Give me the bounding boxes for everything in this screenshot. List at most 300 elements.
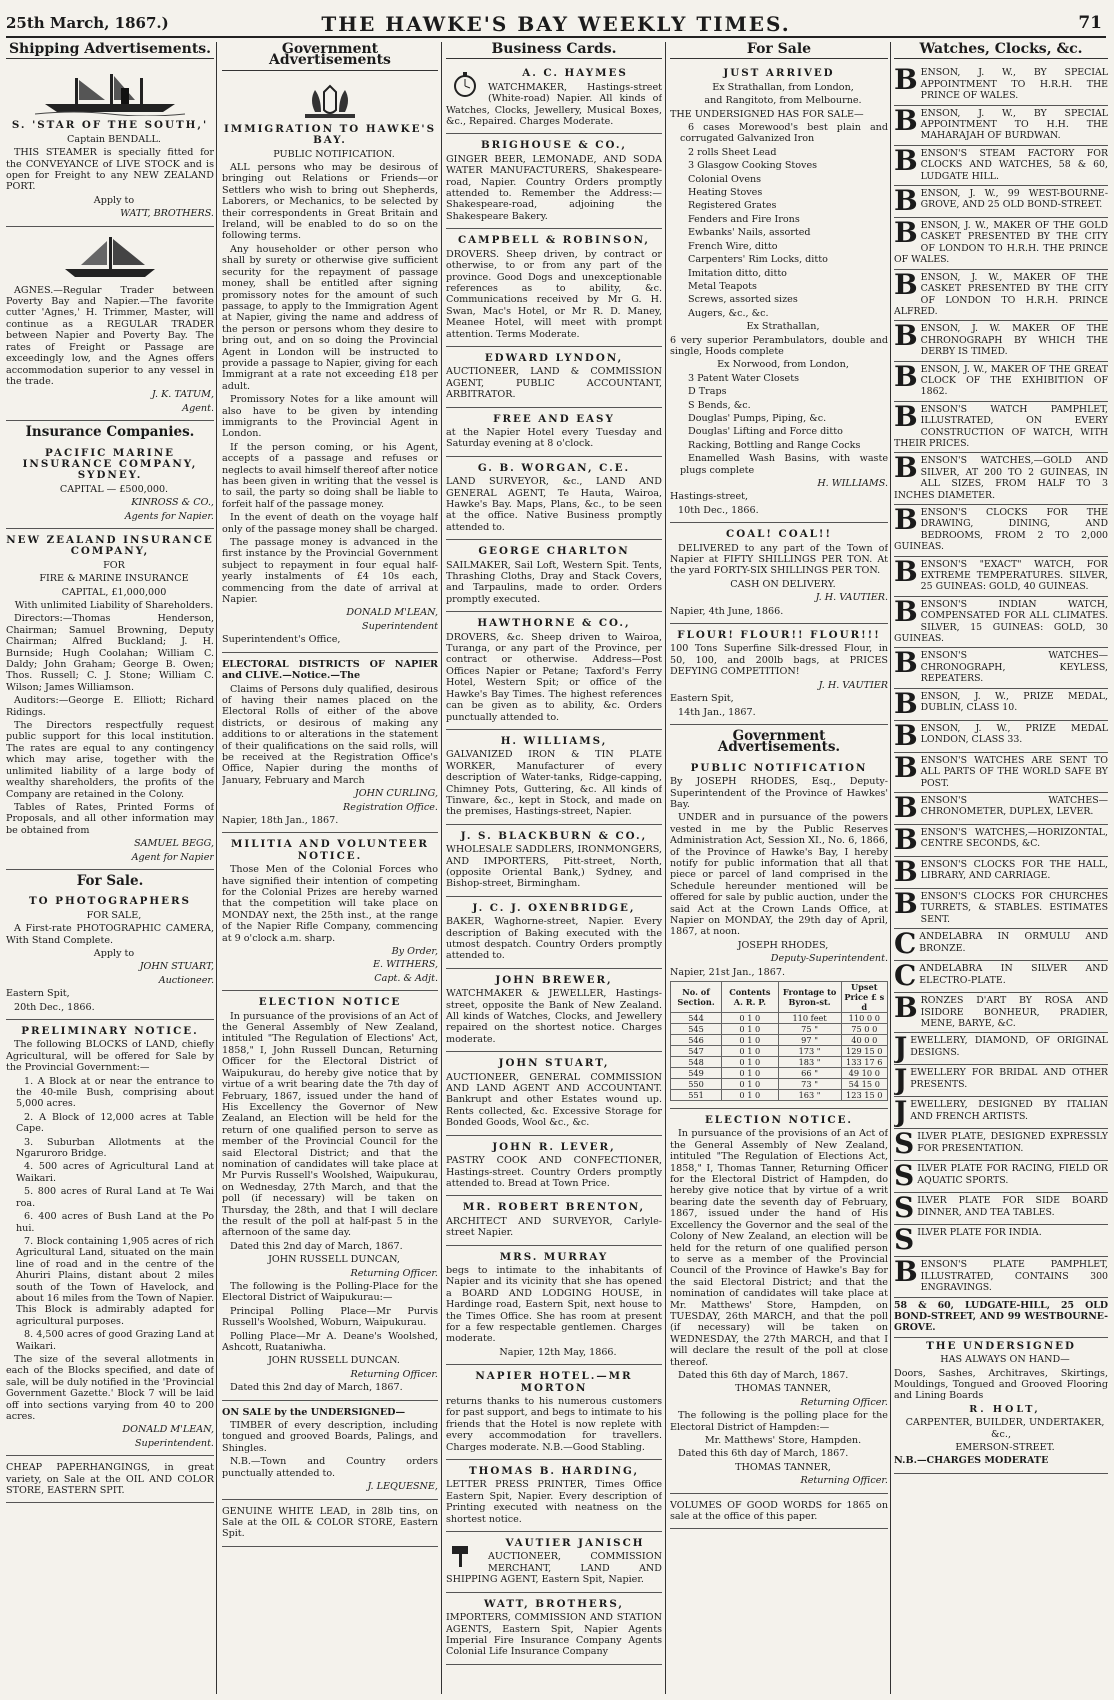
ad-ex: Ex Strathallan, (746, 321, 820, 333)
card-oxenbridge (446, 900, 662, 969)
column-business-cards (446, 42, 662, 1694)
benson-ad (894, 186, 1108, 218)
benson-ad (894, 686, 1108, 721)
drop-cap: S (894, 1127, 915, 1161)
card-lever (446, 1139, 662, 1197)
card-name: GEORGE CHARLTON (478, 545, 630, 558)
drop-cap: B (894, 750, 918, 784)
drop-cap: B (894, 822, 918, 856)
ad-star-of-the-south (6, 65, 214, 226)
ad-date: Dated this 6th day of March, 1867. (678, 1448, 849, 1460)
ad-directors: Directors:—Thomas Henderson, Chairman; Samuel Browning, Deputy Chairman; Alfred Buckland; J. H. Burnside; Hugh Coolahan; William C. Daldy; John Graham; George B. Owen; Thos. Russell; C. J. Stone; William C. Wilson; James Williamson. (6, 613, 214, 693)
benson-ad (894, 505, 1108, 557)
table-header: Upset Price £ s d (841, 982, 887, 1013)
ad-role: CARPENTER, BUILDER, UNDERTAKER, &c., (905, 1417, 1105, 1440)
ad-text: EWELLERY, DESIGNED BY ITALIAN AND FRENCH ARTISTS. (910, 1099, 1108, 1122)
ad-title: ON SALE by the UNDERSIGNED— (222, 1406, 406, 1418)
card-body: GALVANIZED IRON & TIN PLATE WORKER, Manufacturer of every description of Water-tanks, Ridge-capping, Chimney Pots, Guttering, &c. All kinds of Tinware, &c., kept in Stock, and made on the premises, Hastings-street, Napier. (446, 749, 662, 818)
other-ad (894, 929, 1108, 961)
drop-cap: B (894, 319, 918, 353)
ad-title: S. 'STAR OF THE SOUTH,' (11, 119, 209, 132)
card-name: JOHN R. LEVER, (492, 1140, 616, 1153)
ad-title: COAL! COAL!! (726, 528, 832, 541)
ad-agnes (6, 230, 214, 421)
ad-signature: JOHN RUSSELL DUNCAN. (268, 1355, 400, 1367)
ad-body: CHEAP PAPERHANGINGS, in great variety, on Sale at the OIL AND COLOR STORE, EASTERN SPIT. (6, 1462, 214, 1497)
drop-cap: B (894, 1255, 918, 1289)
ad-title: ELECTION NOTICE. (704, 1114, 854, 1127)
ad-text: ANDELABRA IN SILVER AND ELECTRO-PLATE. (919, 963, 1108, 986)
ad-holt (894, 1338, 1108, 1474)
ad-place: Eastern Spit, (670, 693, 734, 705)
table-row (671, 1046, 888, 1057)
card-body: WHOLESALE SADDLERS, IRONMONGERS, AND IMPORTERS, Pitt-street, North, (opposite Oriental Bank,) Sydney, and Bishop-street, Birmingham. (446, 844, 662, 890)
ad-text: ENSON'S WATCHES ARE SENT TO ALL PARTS OF THE WORLD SAFE BY POST. (920, 754, 1108, 789)
ad-body: TIMBER of every description, including tongued and grooved Boards, Palings, and Shingles. (222, 1420, 438, 1454)
table-cell: 133 17 6 (841, 1057, 887, 1068)
column-for-sale (670, 42, 888, 1694)
ad-tables: Tables of Rates, Printed Forms of Proposals, and all other information may be obtained from (6, 801, 214, 836)
table-row (671, 1068, 888, 1079)
list-item: Ewbanks' Nails, assorted (688, 227, 811, 239)
table-cell: 551 (671, 1090, 722, 1101)
list-item: 7. Block containing 1,905 acres of rich Agricultural Land, situated on the main line of road and in the centre of the Ahuriri Plains, distant about 2 miles south of the Town of Havelock, and about 16 miles from the Town of Napier. This Block is admirably adapted for agricultural purposes. (16, 1235, 214, 1327)
ad-body: Claims of Persons duly qualified, desirous of having their names placed on the Electoral Rolls of either of the above districts, or desirous of making any additions to or alterations in the statement of their qualifications on the said rolls, will be received at the Registration Office's Office, Napier during the months of January, February and March (222, 683, 438, 786)
sections-table (670, 981, 888, 1101)
ad-flour (670, 627, 888, 725)
card-body: DROVERS. Sheep driven, by contract or otherwise, to or from any part of the province. Good Dogs and unexceptionable references as to ability, &c. Communications received by Mr G. H. Swan, Mac's Hotel, or Mr R. D. Maney, Meanee Hotel, will meet with prompt attention. Terms Moderate. (446, 248, 662, 340)
card-name: A. C. HAYMES (522, 67, 628, 80)
ad-election-waipukurau (222, 994, 438, 1400)
table-row (671, 1013, 888, 1024)
card-brewer (446, 972, 662, 1052)
table-cell: 0 1 0 (722, 1024, 778, 1035)
ad-polling-place: Mr. Matthews' Store, Hampden. (704, 1435, 862, 1446)
table-row (671, 1057, 888, 1068)
table-cell: 545 (671, 1024, 722, 1035)
other-ad (894, 1065, 1108, 1097)
table-cell: 0 1 0 (722, 1035, 778, 1046)
other-ad (894, 1129, 1108, 1161)
ad-street: EMERSON-STREET. (955, 1442, 1055, 1454)
ad-paragraph: The passage money is advanced in the first instance by the Provincial Government subject to repayment in four equal half-yearly instalments of £4 10s each, commencing from the date of arrival at Napier. (222, 537, 438, 606)
paper-title: THE HAWKE'S BAY WEEKLY TIMES. (321, 12, 791, 36)
drop-cap: B (894, 790, 918, 824)
list-item: 6 cases Morewood's best plain and corrugated Galvanized Iron (680, 122, 888, 145)
card-name: H. WILLIAMS, (500, 734, 608, 747)
table-header: No. of Section. (671, 982, 722, 1013)
page-number: 71 (1078, 13, 1102, 33)
ad-role: Superintendent. (134, 1437, 214, 1449)
table-cell: 183 " (778, 1057, 841, 1068)
drop-cap: B (894, 594, 918, 628)
ad-subtitle: HAS ALWAYS ON HAND— (940, 1354, 1070, 1366)
ad-date: Napier, 4th June, 1866. (670, 605, 784, 617)
ad-text: ENSON, J. W., MAKER OF THE GOLD CASKET PRESENTED BY THE CITY OF LONDON TO H.R.H. THE PRINCE OF WALES. (894, 220, 1108, 266)
card-name: HAWTHORNE & CO., (477, 617, 631, 630)
table-cell: 0 1 0 (722, 1079, 778, 1090)
benson-ad (894, 359, 1108, 402)
card-name: EDWARD LYNDON, (484, 351, 624, 364)
ad-title: THE UNDERSIGNED (926, 1339, 1076, 1352)
card-free-and-easy (446, 411, 662, 457)
card-worgan (446, 460, 662, 540)
ad-text: ANDELABRA IN ORMULU AND BRONZE. (919, 931, 1108, 954)
column-rule (216, 42, 217, 1694)
ad-by: By JOSEPH RHODES, Esq., Deputy-Superintendent of the Province of Hawkes' Bay. (670, 776, 888, 810)
card-name: J. C. J. OXENBRIDGE, (472, 901, 636, 914)
ad-signature: DONALD M'LEAN, (346, 607, 438, 619)
drop-cap: S (894, 1223, 915, 1257)
ad-date: 14th Jan., 1867. (678, 706, 756, 718)
drop-cap: S (894, 1191, 915, 1225)
ad-perambulators: 6 very superior Perambulators, double and single, Hoods complete (670, 334, 888, 357)
other-ad (894, 961, 1108, 993)
list-item: Registered Grates (688, 200, 777, 212)
card-body: LETTER PRESS PRINTER, Times Office Eastern Spit, Napier. Every description of Printing executed with neatness on the shortest notice. (446, 1479, 662, 1525)
list-item: Enamelled Wash Basins, with waste plugs complete (680, 453, 888, 476)
ad-text: ENSON'S WATCHES—CHRONOMETER, DUPLEX, LEVER. (920, 794, 1108, 818)
card-napier-hotel (446, 1368, 662, 1460)
ad-role: Returning Officer. (800, 1475, 888, 1487)
card-name: FREE AND EASY (493, 412, 615, 425)
ad-role: Registration Office. (343, 801, 438, 813)
ad-public-notification (670, 760, 888, 1109)
ad-signature: JOHN CURLING, (354, 788, 438, 800)
list-item: 3 Glasgow Cooking Stoves (688, 160, 818, 172)
ad-body: A First-rate PHOTOGRAPHIC CAMERA, With Stand Complete. (6, 923, 214, 946)
ad-just-arrived (670, 65, 888, 523)
ad-signature: J. LEQUESNE, (367, 1481, 438, 1493)
ad-title: MILITIA AND VOLUNTEER NOTICE. (230, 838, 429, 862)
benson-ad (894, 218, 1108, 270)
drop-cap: B (894, 267, 918, 301)
section-heading-insurance: Insurance Companies. (25, 424, 195, 441)
ad-signature: THOMAS TANNER, (735, 1383, 831, 1395)
ad-signature: JOHN RUSSELL DUNCAN, (268, 1254, 400, 1266)
ad-subtitle: FOR SALE, (86, 909, 142, 921)
drop-cap: B (894, 646, 918, 680)
table-row (671, 1035, 888, 1046)
other-ad (894, 1161, 1108, 1193)
list-item: Augers, &c., &c. (688, 307, 769, 319)
other-ad (894, 1033, 1108, 1065)
card-murray (446, 1249, 662, 1366)
card-name: BRIGHOUSE & CO., (480, 139, 628, 152)
drop-cap: S (894, 1159, 915, 1193)
ad-text: 58 & 60, LUDGATE-HILL, 25 OLD BOND-STREET, AND 99 WESTBOURNE-GROVE. (894, 1299, 1108, 1334)
ad-role: Superintendent (362, 620, 438, 632)
card-body: IMPORTERS, COMMISSION AND STATION AGENTS, Eastern Spit, Napier Agents Imperial Fire Insurance Company Agents Colonial Life Insurance Company (446, 1612, 662, 1658)
card-body: LAND SURVEYOR, &c., LAND AND GENERAL AGENT, Te Hauta, Wairoa, Hawke's Bay. Maps, Plans, &c., to be seen at the office. Native Business promptly attended to. (446, 476, 662, 533)
list-item: 2. A Block of 12,000 acres at Table Cape. (16, 1111, 214, 1135)
benson-ad (894, 790, 1108, 825)
card-body: returns thanks to his numerous customers for past support, and begs to intimate to his friends that the Hotel is now replete with every accommodation for travellers. Charges moderate. N.B.—Good Stabling. (446, 1396, 662, 1453)
card-name: JOHN STUART, (498, 1057, 610, 1070)
table-cell: 550 (671, 1079, 722, 1090)
card-name: THOMAS B. HARDING, (468, 1465, 640, 1478)
ad-paperhangings (6, 1459, 214, 1503)
other-ad (894, 993, 1108, 1033)
benson-ad (894, 822, 1108, 857)
card-body: GINGER BEER, LEMONADE, AND SODA WATER MANUFACTURERS, Shakespeare-road, Napier. Country Orders promptly attended to. Remember the Address:—Shakespeare-road, adjoining the Shakespeare Bakery. (446, 153, 662, 222)
card-blackburn (446, 828, 662, 897)
drop-cap: B (894, 886, 918, 920)
column-rule (441, 42, 442, 1694)
drop-cap: B (894, 63, 918, 97)
ad-signature: E. WITHERS, (372, 959, 438, 971)
ad-signature: THOMAS TANNER, (735, 1461, 831, 1473)
card-body: SAILMAKER, Sail Loft, Western Spit. Tents, Thrashing Cloths, Dray and Stack Covers, and Tarpaulins, made to order. Orders promptly executed. (446, 559, 662, 605)
table-cell: 49 10 0 (841, 1068, 887, 1079)
ad-place: Eastern Spit, (6, 988, 70, 1000)
card-charlton (446, 543, 662, 612)
ad-text: ENSON'S PLATE PAMPHLET, ILLUSTRATED, CONTAINS 300 ENGRAVINGS. (920, 1259, 1108, 1294)
masthead (6, 10, 1106, 38)
drop-cap: B (894, 216, 918, 250)
ad-text: ENSON'S "EXACT" WATCH, FOR EXTREME TEMPERATURES. SILVER, 25 GUINEAS: GOLD, 40 GUINEAS. (920, 558, 1108, 593)
ad-date: Dated this 6th day of March, 1867. (678, 1369, 849, 1381)
ad-liability: With unlimited Liability of Shareholders. (14, 600, 214, 611)
card-name: WATT, BROTHERS, (483, 1597, 624, 1610)
ad-body: In pursuance of the provisions of an Act of the General Assembly of New Zealand, intituled "The Regulation of Elections' Act, 1858," I, John Russell Duncan, Returning Officer for the Electoral District of Waipukurau, do hereby give notice that by virtue of a writ bearing date the 7th day of February, 1867, issued under the hand of His Excellency the Governor of New Zealand, an Election will be held for the return of one qualified person to serve as member of the Provincial Council for the said Electoral District; and that the nomination of candidates will take place at Mr Purvis Russell's Woolshed, Waipukurau, on Wednesday, 27th March, and that the poll (if necessary) will be taken on Thursday, the 28th, and that I will declare the result of the poll at half-past 5 in the afternoon of the same day. (222, 1010, 438, 1239)
ad-text: ILVER PLATE FOR INDIA. (917, 1227, 1042, 1239)
apply-label: Apply to (93, 947, 135, 959)
table-cell: 75 " (778, 1024, 841, 1035)
drop-cap: B (894, 686, 918, 720)
royal-crest-icon (295, 82, 365, 122)
ad-title: TO PHOTOGRAPHERS (29, 895, 191, 908)
section-heading-government: Government Advertisements (222, 42, 438, 71)
ad-signature: DONALD M'LEAN, (122, 1424, 214, 1436)
table-cell: 66 " (778, 1068, 841, 1079)
ad-body: AGNES.—Regular Trader between Poverty Bay and Napier.—The favorite cutter 'Agnes,' H. Trimmer, Master, will continue as a REGULAR TRADER between Napier and Poverty Bay. The rates of Freight or Passage are exceedingly low, and the Agnes offers accommodation superior to any vessel in the trade. (6, 284, 214, 387)
list-item: 3 Patent Water Closets (688, 372, 799, 384)
card-name: JOHN BREWER, (495, 973, 613, 986)
ad-text: ENSON, J. W., BY SPECIAL APPOINTMENT TO H.H. THE MAHARAJAH OF BURDWAN. (920, 107, 1108, 142)
goods-list (670, 122, 888, 319)
table-cell: 546 (671, 1035, 722, 1046)
benson-ad (894, 399, 1108, 454)
ad-title: FLOUR! FLOUR!! FLOUR!!! (677, 629, 881, 642)
auctioneer-hammer-icon (446, 1540, 484, 1568)
ad-coal (670, 526, 888, 624)
section-heading-business: Business Cards. (446, 42, 662, 59)
ad-text: ENSON'S INDIAN WATCH, COMPENSATED FOR ALL CLIMATES. SILVER, 15 GUINEAS: GOLD, 30 GUINEAS. (894, 598, 1108, 645)
other-ad (894, 1257, 1108, 1297)
section-heading-shipping: Shipping Advertisements. (6, 42, 214, 59)
ad-ex: Ex Strathallan, from London, (712, 81, 854, 93)
drop-cap: C (894, 927, 917, 961)
ad-text: ENSON, J. W., BY SPECIAL APPOINTMENT TO H.R.H. THE PRINCE OF WALES. (920, 67, 1108, 102)
benson-ad (894, 718, 1108, 753)
card-name: NAPIER HOTEL.—MR MORTON (475, 1370, 633, 1394)
ad-text: ILVER PLATE FOR RACING, FIELD OR AQUATIC SPORTS. (917, 1163, 1108, 1186)
benson-ad (894, 886, 1108, 929)
card-name: G. B. WORGAN, C.E. (477, 461, 631, 474)
card-body: DROVERS, &c. Sheep driven to Wairoa, Turanga, or any part of the Province, per contract or otherwise. Address—Post Offices Napier or Petane; Taxford's Ferry Hotel, Western Spit; or office of the Hawke's Bay Times. The highest references can be given as to ability, &c. Orders punctually attended to. (446, 631, 662, 723)
ad-pacific-marine (6, 445, 214, 529)
ad-text: ENSON'S CLOCKS FOR THE DRAWING, DINING, AND BEDROOMS, FROM 2 TO 2,000 GUINEAS. (894, 507, 1108, 553)
ad-text: ENSON, J. W., PRIZE MEDAL, DUBLIN, CLASS 10. (920, 690, 1108, 714)
card-campbell (446, 232, 662, 347)
ad-title: ELECTION NOTICE (258, 996, 402, 1009)
table-row (671, 1079, 888, 1090)
card-name: VAUTIER JANISCH (505, 1537, 645, 1550)
list-item: 1. A Block at or near the entrance to the 40-mile Bush, comprising about 5,000 acres. (16, 1075, 214, 1110)
card-body: begs to intimate to the inhabitants of Napier and its vicinity that she has opened a BOARD AND LODGING HOUSE, in Hardinge road, Eastern Spit, next house to the Times Office. She has room at present for a few respectable gentlemen. Charges moderate. (446, 1264, 662, 1345)
ad-signature: SAMUEL BEGG, (134, 838, 214, 850)
drop-cap: B (894, 399, 918, 433)
list-item: Douglas' Lifting and Force ditto (688, 426, 843, 438)
ad-title: IMMIGRATION TO HAWKE'S BAY. (223, 122, 437, 147)
list-item: Metal Teapots (688, 280, 757, 292)
ad-polling-place: Principal Polling Place—Mr Purvis Russell's Woolshed, Woburn, Waipukurau. (222, 1305, 438, 1329)
other-ad (894, 1193, 1108, 1225)
list-item: Heating Stoves (688, 187, 763, 199)
table-cell: 0 1 0 (722, 1068, 778, 1079)
table-cell: 173 " (778, 1046, 841, 1057)
table-cell: 544 (671, 1013, 722, 1024)
ad-electoral-districts (222, 656, 438, 834)
column-watches (894, 42, 1108, 1694)
list-item: 6. 400 acres of Bush Land at the Po hui. (16, 1211, 214, 1234)
ad-role: Capt. & Adjt. (374, 972, 438, 984)
ad-text: ILVER PLATE, DESIGNED EXPRESSLY FOR PRESENTATION. (917, 1131, 1108, 1154)
ad-role: Returning Officer. (350, 1368, 438, 1380)
ad-paragraph: If the person coming, or his Agent, accepts of a passage and refuses or neglects to avail himself thereof after notice has been given in writing that the vessel is to sail, the party so doing shall be liable to forfeit half of the passage money. (222, 441, 438, 510)
list-item: 5. 800 acres of Rural Land at Te Wai roa. (16, 1186, 214, 1209)
drop-cap: B (894, 854, 918, 888)
card-haymes (446, 65, 662, 134)
ad-text: ENSON'S WATCH PAMPHLET, ILLUSTRATED, ON EVERY CONSTRUCTION OF WATCH, WITH THEIR PRICES. (894, 403, 1108, 449)
ad-paragraph: Promissory Notes for a like amount will also have to be given by intending immigrants to the Provincial Agent in London. (222, 394, 438, 440)
ad-signature: H. WILLIAMS. (817, 478, 888, 489)
ad-date: 20th Dec., 1866. (14, 1001, 95, 1013)
drop-cap: B (894, 103, 918, 137)
ad-immigration (222, 77, 438, 653)
drop-cap: J (894, 1031, 908, 1065)
drop-cap: B (894, 718, 918, 752)
card-brenton (446, 1199, 662, 1245)
card-body: ARCHITECT AND SURVEYOR, Carlyle-street Napier. (446, 1215, 662, 1239)
ad-title: ELECTORAL DISTRICTS OF NAPIER and CLIVE.—Notice.—The (222, 658, 438, 682)
drop-cap: B (894, 991, 918, 1025)
ad-intro: THE UNDERSIGNED HAS FOR SALE— (670, 108, 864, 120)
ad-note: N.B.—Town and Country orders punctually attended to. (222, 1456, 438, 1479)
card-body: AUCTIONEER, LAND & COMMISSION AGENT, PUBLIC ACCOUNTANT, ARBITRATOR. (446, 366, 662, 401)
drop-cap: B (894, 503, 918, 536)
table-cell: 73 " (778, 1079, 841, 1090)
card-stuart (446, 1055, 662, 1135)
ad-title: PACIFIC MARINE INSURANCE COMPANY, SYDNEY. (22, 446, 198, 482)
drop-cap: B (894, 554, 918, 588)
card-lyndon (446, 350, 662, 408)
benson-ad (894, 103, 1108, 146)
card-name: MR. ROBERT BRENTON, (462, 1201, 646, 1214)
ad-text: ENSON, J. W., MAKER OF THE GREAT CLOCK OF THE EXHIBITION OF 1862. (920, 363, 1108, 398)
ad-signature: J. K. TATUM, (151, 389, 214, 401)
list-item: Carpenters' Rim Locks, ditto (688, 254, 828, 266)
ad-signature: WATT, BROTHERS. (120, 208, 214, 220)
ad-polling-intro: The following is the Polling-Place for the Electoral District of Waipukurau:— (222, 1281, 438, 1304)
ad-auditors: Auditors:—George E. Elliott; Richard Ridings. (6, 695, 214, 718)
ad-office: Superintendent's Office, (222, 634, 341, 646)
table-cell: 40 0 0 (841, 1035, 887, 1046)
card-body: PASTRY COOK AND CONFECTIONER, Hastings-street. Country Orders promptly attended to. Bread at Town Price. (446, 1155, 662, 1189)
benson-ad (894, 554, 1108, 597)
ad-tail: The size of the several allotments in each of the Blocks specified, and date of sale, will be duly notified in the 'Provincial Government Gazette.' Block 7 will be laid off into sections varying from 40 to 200 acres. (6, 1353, 214, 1422)
table-cell: 110 feet (778, 1013, 841, 1024)
ad-date: 10th Dec., 1866. (678, 504, 759, 516)
ad-body: 100 Tons Superfine Silk-dressed Flour, in 50, 100, and 200lb bags, at PRICES DEFYING COMPETITION! (670, 643, 888, 678)
ad-cash: CASH ON DELIVERY. (730, 578, 836, 590)
drop-cap: B (894, 184, 918, 218)
ad-white-lead (222, 1503, 438, 1547)
ad-date: Napier, 21st Jan., 1867. (670, 966, 786, 978)
ad-title: PUBLIC NOTIFICATION (690, 761, 868, 774)
card-body: AUCTIONEER, COMMISSION MERCHANT, LAND AND SHIPPING AGENT, Eastern Spit, Napier. (446, 1551, 662, 1586)
list-item: Racking, Bottling and Range Cocks (688, 439, 861, 451)
table-cell: 110 0 0 (841, 1013, 887, 1024)
drop-cap: C (894, 959, 917, 993)
table-cell: 163 " (778, 1090, 841, 1101)
ad-ex: and Rangitoto, from Melbourne. (704, 95, 862, 107)
apply-label: Apply to (93, 194, 135, 206)
table-row (671, 1024, 888, 1035)
ad-role: Agent for Napier (131, 851, 214, 863)
list-item: Imitation ditto, ditto (688, 267, 787, 279)
column-government (222, 42, 438, 1694)
steamship-icon (35, 70, 185, 116)
ad-role: Returning Officer. (350, 1267, 438, 1279)
card-name: MRS. MURRAY (499, 1250, 609, 1263)
list-item: S Bends, &c. (688, 399, 751, 411)
ad-date: Dated this 2nd day of March, 1867. (230, 1382, 403, 1394)
ad-body: THIS STEAMER is specially fitted for the CONVEYANCE of LIVE STOCK and is open for Freight to any NEW ZEALAND PORT. (6, 147, 214, 193)
benson-ad (894, 267, 1108, 322)
ad-capital: CAPITAL, £1,000,000 (61, 586, 167, 598)
card-vautier-janisch (446, 1535, 662, 1593)
ad-signature: J. H. VAUTIER. (815, 592, 888, 604)
ad-text: ENSON, J. W., MAKER OF THE CASKET PRESENTED BY THE CITY OF LONDON TO H.R.H. PRINCE ALFRED. (894, 271, 1108, 317)
card-williams (446, 733, 662, 825)
ad-preliminary-notice (6, 1023, 214, 1456)
list-item: Douglas' Pumps, Piping, &c. (688, 412, 827, 424)
ad-body: VOLUMES OF GOOD WORDS for 1865 on sale at the office of this paper. (670, 1499, 888, 1523)
ad-ex: Ex Norwood, from London, (717, 359, 849, 371)
ad-note: N.B.—CHARGES MODERATE (894, 1455, 1049, 1467)
benson-ad (894, 321, 1108, 361)
table-cell: 75 0 0 (841, 1024, 887, 1035)
ad-signature: KINROSS & CO., (131, 497, 214, 509)
table-cell: 129 15 0 (841, 1046, 887, 1057)
ad-body: Doors, Sashes, Architraves, Skirtings, Mouldings, Tongued and Grooved Flooring and Lining Boards (894, 1367, 1108, 1402)
ad-by: By Order, (391, 946, 438, 958)
ad-paragraph: ALL persons who may be desirous of bringing out Relations or Friends—or Settlers who wish to bring out Shepherds, Laborers, or Mechanics, to be selected by their correspondents in Great Britain and Ireland, will be enabled to do so on the following terms. (222, 162, 438, 242)
card-body: AUCTIONEER, GENERAL COMMISSION AND LAND AGENT AND ACCOUNTANT. Bankrupt and other Estates wound up. Rents collected, &c. Excessive Storage for Bonded Goods, Wool &c., &c. (446, 1071, 662, 1129)
list-item: 4. 500 acres of Agricultural Land at Waikari. (16, 1161, 214, 1184)
list-item: 8. 4,500 acres of good Grazing Land at Waikari. (16, 1329, 214, 1352)
benson-ad (894, 65, 1108, 105)
card-body: at the Napier Hotel every Tuesday and Saturday evening at 8 o'clock. (446, 426, 662, 450)
drop-cap: J (894, 1063, 908, 1097)
ad-polling-place: Polling Place—Mr A. Deane's Woolshed, Ashcott, Ruataniwha. (222, 1330, 438, 1354)
ad-text: ILVER PLATE FOR SIDE BOARD DINNER, AND TEA TABLES. (917, 1195, 1108, 1218)
ad-text: ENSON'S CLOCKS FOR THE HALL, LIBRARY, AND CARRIAGE. (920, 858, 1108, 882)
drop-cap: B (894, 451, 918, 485)
ad-paragraph: Any householder or other person who shall by surety or otherwise give sufficient security for the repayment of passage money, shall be entitled after signing promissory notes for the amount of such passage, to apply to the Immigration Agent at Napier, giving the name and address of the person or persons whom they desire to bring out, and on so doing the Provincial Agent in London will be instructed to provide a passage to Napier, giving for each Immigrant at a rate not exceeding £18 per adult. (222, 243, 438, 392)
